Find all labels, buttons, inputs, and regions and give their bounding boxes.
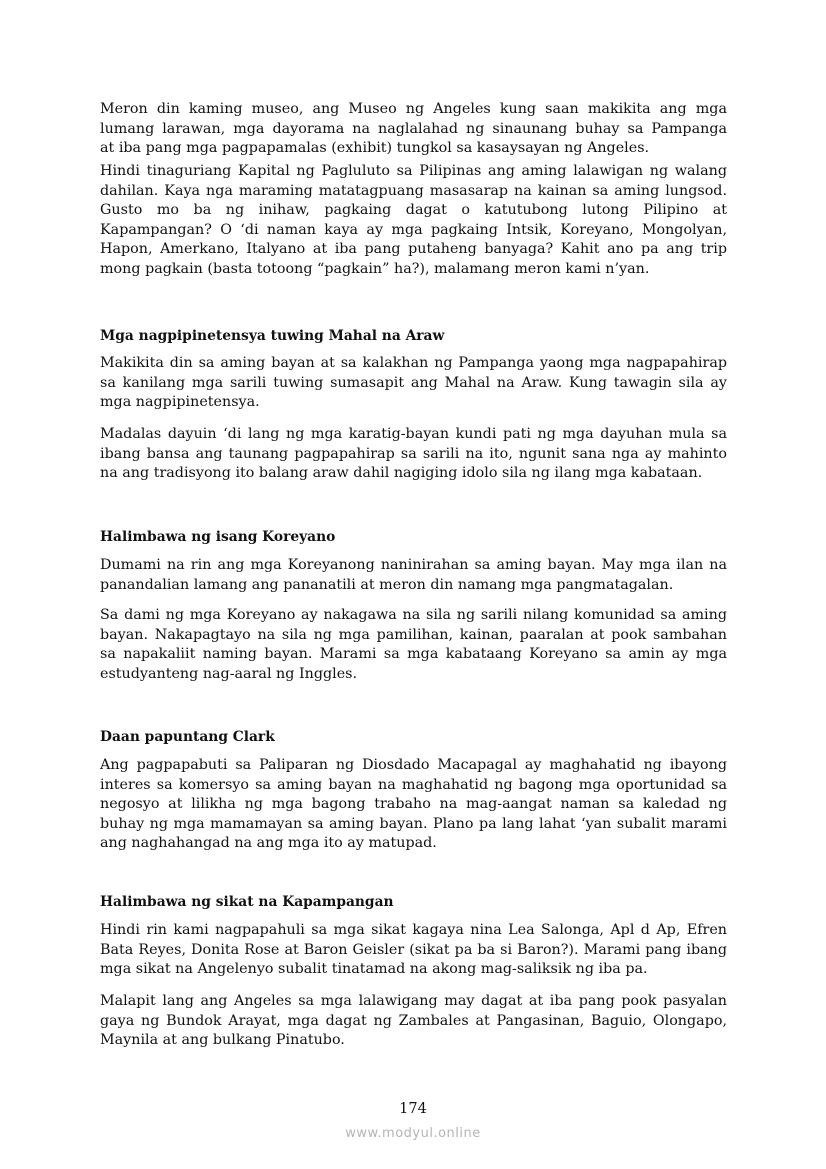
section-heading: Mga nagpipinetensya tuwing Mahal na Araw [100, 328, 445, 344]
text-line: Madalas dayuin ‘di lang ng mga karatig-bayan kundi pati ng mga dayuhan mula sa [100, 426, 727, 442]
text-line: sa kanilang mga sarili tuwing sumasapit ang Mahal na Araw. Kung tawagin sila ay [100, 374, 727, 391]
text-line: estudyanteng nag-aaral ng Inggles. [100, 665, 358, 682]
paragraph [100, 606, 727, 684]
paragraph [100, 756, 727, 854]
paragraph [100, 162, 727, 280]
page-number: 174 [399, 1101, 427, 1117]
text-line: Makikita din sa aming bayan at sa kalakhan ng Pampanga yaong mga nagpapahirap [100, 355, 727, 371]
paragraph [100, 354, 727, 413]
text-line: gaya ng Bundok Arayat, mga dagat ng Zambales at Pangasinan, Baguio, Olongapo, [100, 1012, 727, 1029]
text-line: Gusto mo ba ng inihaw, pagkaing dagat o katutubong lutong Pilipino at [100, 202, 727, 219]
text-line: Hindi rin kami nagpapahuli sa mga sikat kagaya nina Lea Salonga, Apl d Ap, Efren [100, 922, 727, 938]
text-line: Kapampangan? O ‘di naman kaya ay mga pagkaing Intsik, Koreyano, Mongolyan, [100, 221, 727, 238]
text-line: Hapon, Amerkano, Italyano at iba pang putaheng banyaga? Kahit ano pa ang trip [100, 241, 727, 258]
text-line: buhay ng mga mamamayan sa aming bayan. Plano pa lang lahat ‘yan subalit marami [100, 815, 727, 832]
paragraph [100, 992, 727, 1051]
paragraph [100, 921, 727, 980]
text-line: bayan. Nakapagtayo na sila ng mga pamilihan, kainan, paaralan at pook sambahan [100, 626, 727, 643]
paragraph [100, 556, 727, 595]
text-line: Bata Reyes, Donita Rose at Baron Geisler (sikat pa ba si Baron?). Marami pang ibang [100, 941, 727, 958]
text-line: Meron din kaming museo, ang Museo ng Angeles kung saan makikita ang mga [100, 101, 727, 117]
text-line: ang naghahangad na ang mga ito ay matupad. [100, 835, 437, 852]
text-line: na ang tradisyong ito balang araw dahil nagiging idolo sila ng ilang mga kabataan. [100, 465, 703, 482]
text-line: dahilan. Kaya nga maraming matatagpuang masasarap na kainan sa aming lungsod. [100, 182, 727, 199]
text-line: at iba pang mga pagpapamalas (exhibit) tungkol sa kasaysayan ng Angeles. [100, 140, 650, 157]
text-line: lumang larawan, mga dayorama na naglalahad ng sinaunang buhay sa Pampanga [100, 120, 727, 137]
text-line: Dumami na rin ang mga Koreyanong naninirahan sa aming bayan. May mga ilan na [100, 557, 727, 573]
paragraph [100, 100, 727, 159]
watermark-url: www.modyul.online [345, 1126, 481, 1141]
text-line: Malapit lang ang Angeles sa mga lalawigang may dagat at iba pang pook pasyalan [100, 993, 727, 1009]
section-heading: Halimbawa ng isang Koreyano [100, 529, 336, 545]
text-line: interes sa komersyo sa aming bayan na maghahatid ng bagong mga oportunidad sa [100, 776, 727, 793]
text-line: Maynila at ang bulkang Pinatubo. [100, 1032, 345, 1049]
text-line: sa napakaliit naming bayan. Marami sa mga kabataang Koreyano sa amin ay mga [100, 646, 727, 663]
text-line: Ang pagpapabuti sa Paliparan ng Diosdado Macapagal ay maghahatid ng ibayong [100, 757, 727, 773]
text-line: negosyo at lilikha ng mga bagong trabaho na mag-aangat naman sa kaledad ng [100, 796, 727, 813]
text-line: Sa dami ng mga Koreyano ay nakagawa na sila ng sarili nilang komunidad sa aming [100, 607, 727, 623]
text-line: ibang bansa ang taunang pagpapahirap sa sarili na ito, ngunit sana nga ay mahinto [100, 445, 727, 462]
paragraph [100, 425, 727, 484]
section-heading: Daan papuntang Clark [100, 729, 275, 745]
text-line: mga nagpipinetensya. [100, 394, 260, 411]
text-line: mga sikat na Angelenyo subalit tinatamad na akong mag-saliksik ng iba pa. [100, 961, 648, 978]
text-line: mong pagkain (basta totoong “pagkain” ha?), malamang meron kami n’yan. [100, 260, 650, 277]
section-heading: Halimbawa ng sikat na Kapampangan [100, 894, 394, 910]
text-line: Hindi tinaguriang Kapital ng Pagluluto sa Pilipinas ang aming lalawigan ng walang [100, 163, 727, 179]
text-line: panandalian lamang ang pananatili at meron din namang mga pangmatagalan. [100, 576, 674, 593]
